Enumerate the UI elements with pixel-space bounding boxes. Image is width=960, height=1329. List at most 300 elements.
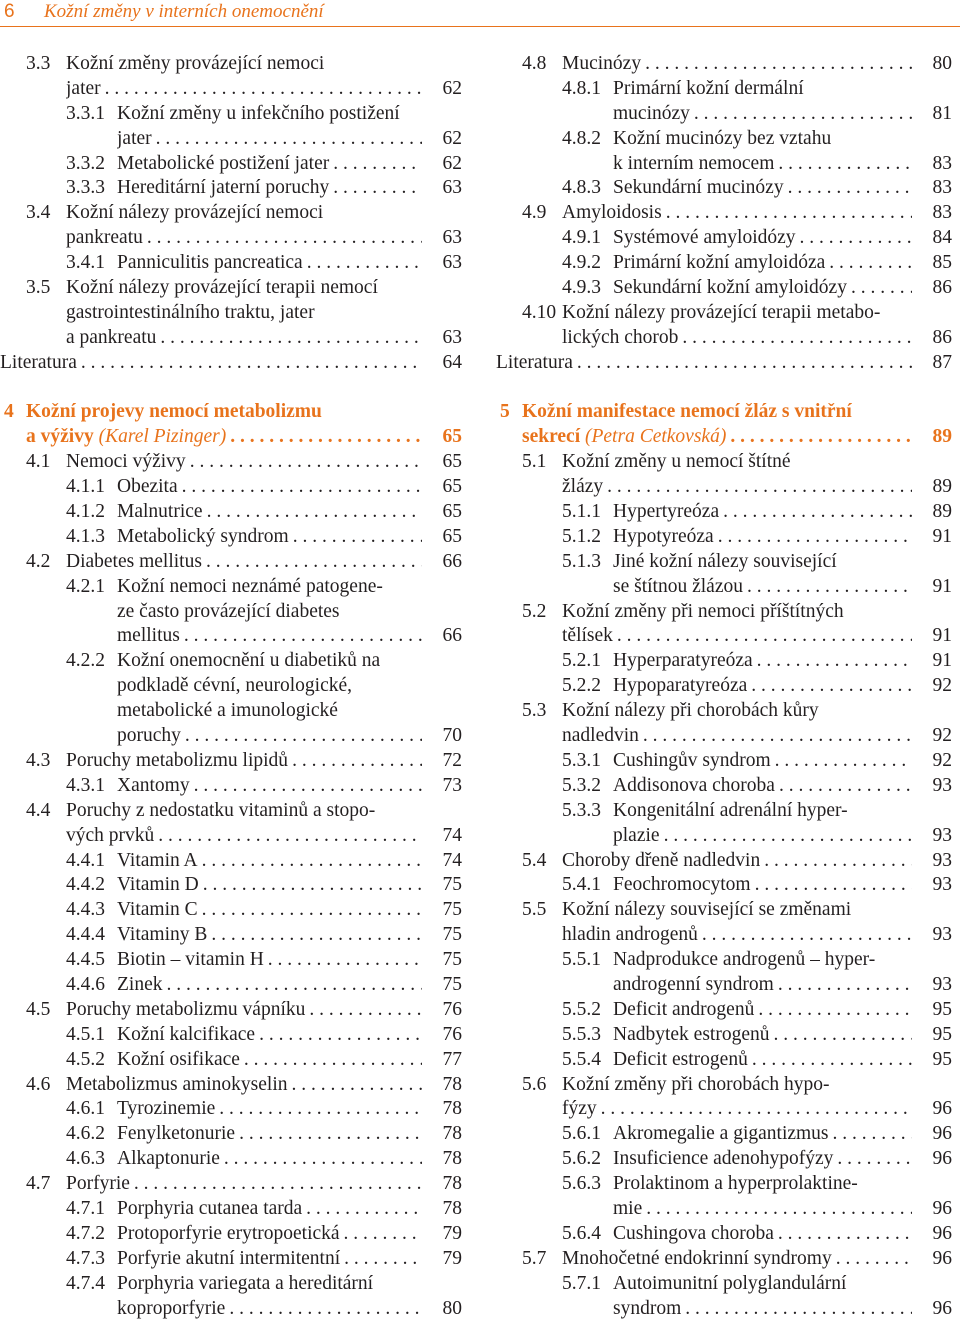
dot-leader [101,77,422,102]
dot-leader [760,849,912,874]
toc-page-number: 91 [932,650,952,672]
toc-page-number: 73 [442,774,462,796]
toc-entry-number: 3.3.1 [66,102,105,124]
dot-leader [130,1172,422,1197]
toc-page-number: 78 [442,1148,462,1170]
toc-entry-title [562,1097,597,1122]
chapter-author: (Petra Cetkovská) [580,426,727,448]
toc-entry[interactable] [496,724,952,749]
dot-leader [77,351,422,376]
toc-entry-title-text: Biotin – vitamin H [117,949,264,971]
toc-entry[interactable] [496,849,952,874]
toc-entry-number: 4.5.1 [66,1023,105,1045]
toc-entry-title [613,649,753,674]
dot-leader [198,898,422,923]
toc-entry[interactable] [496,1272,952,1297]
toc-entry-title-text: Kožní mucinózy bez vztahu [613,127,832,149]
toc-entry-title-text: Kožní nemoci neznámé patogene- [117,575,383,597]
toc-page-number: 62 [442,127,462,149]
toc-entry-number: 3.4.1 [66,252,105,274]
toc-entry[interactable] [496,351,952,376]
toc-entry-title-text: metabolické a imunologické [117,700,338,722]
toc-entry[interactable] [496,998,952,1023]
toc-entry-title [0,351,77,376]
toc-entry-title [26,425,226,450]
toc-page-number: 85 [932,252,952,274]
toc-entry-number: 5.6.3 [562,1173,601,1195]
toc-entry-title-text: Hypertyreóza [613,501,720,523]
toc-entry-title-text: Deficit estrogenů [613,1048,748,1070]
toc-entry-number: 5.6.2 [562,1148,601,1170]
toc-page-number: 63 [442,177,462,199]
dot-leader [186,450,422,475]
toc-entry[interactable] [0,724,462,749]
toc-entry-number: 3.3 [26,53,51,74]
toc-entry[interactable] [0,1097,462,1122]
toc-entry-title-text: Feochromocytom [613,874,751,896]
toc-entry-title-text: Mnohočetné endokrinní syndromy [562,1247,832,1269]
toc-entry[interactable] [496,1023,952,1048]
toc-entry[interactable] [496,500,952,525]
dot-leader [751,873,912,898]
toc-entry[interactable] [0,276,462,301]
toc-entry-title-text: sekrecí [522,426,581,448]
toc-entry[interactable] [496,774,952,799]
toc-entry[interactable] [0,898,462,923]
toc-page-number: 75 [442,899,462,921]
toc-entry[interactable] [496,251,952,276]
toc-entry[interactable] [0,127,462,152]
toc-entry[interactable] [0,226,462,251]
toc-entry-title-text: lických chorob [562,326,679,348]
toc-page-number: 92 [932,749,952,771]
toc-chapter-line[interactable] [496,425,952,450]
toc-entry[interactable] [496,649,952,674]
toc-entry[interactable] [496,1048,952,1073]
toc-entry-title [496,351,573,376]
toc-page-number: 91 [932,525,952,547]
toc-entry[interactable] [0,1147,462,1172]
toc-entry-number: 5.5.3 [562,1023,601,1045]
toc-entry[interactable] [496,948,952,973]
toc-entry[interactable] [0,1122,462,1147]
toc-entry[interactable] [0,824,462,849]
toc-column-left [0,52,462,1321]
toc-entry[interactable] [0,102,462,127]
toc-entry[interactable] [496,1197,952,1222]
toc-page-number: 66 [442,625,462,647]
toc-entry-number: 4.3.1 [66,774,105,796]
toc-entry-title [117,1272,373,1297]
toc-entry-title-text: vých prvků [66,824,155,846]
toc-entry[interactable] [496,1147,952,1172]
toc-entry[interactable] [0,500,462,525]
toc-entry-title [66,824,154,849]
toc-entry-number: 5.1 [522,451,547,473]
toc-page-number: 78 [442,1073,462,1095]
dot-leader [264,948,422,973]
dot-leader [198,849,422,874]
toc-entry[interactable] [0,301,462,326]
toc-entry[interactable] [496,475,952,500]
toc-entry-title [117,923,207,948]
toc-entry-title [117,102,400,127]
toc-entry[interactable] [0,649,462,674]
toc-entry[interactable] [496,1247,952,1272]
toc-entry[interactable] [0,624,462,649]
toc-entry[interactable] [0,774,462,799]
toc-entry-title-text: a pankreatu [66,326,157,348]
toc-entry-title-text: Poruchy metabolizmu lipidů [66,749,289,771]
toc-page-number: 92 [932,675,952,697]
toc-entry-title [562,201,662,226]
toc-entry[interactable] [496,52,952,77]
toc-entry[interactable] [496,127,952,152]
toc-entry-title [117,1023,255,1048]
toc-entry-number: 5.2 [522,600,547,622]
toc-page-number: 96 [932,1098,952,1120]
toc-entry-title [613,176,784,201]
toc-entry-title [26,400,322,425]
dot-leader [678,326,912,351]
toc-page-number: 95 [932,1048,952,1070]
toc-entry-title-text: Kožní manifestace nemocí žláz s vnitřní [522,401,852,423]
toc-entry[interactable] [0,550,462,575]
toc-entry-number: 5.3.3 [562,799,601,821]
toc-entry[interactable] [0,176,462,201]
toc-entry[interactable] [0,575,462,600]
toc-entry[interactable] [496,450,952,475]
toc-entry[interactable] [496,102,952,127]
toc-entry[interactable] [0,251,462,276]
page-number: 6 [4,1,15,22]
toc-entry-number: 5.2.1 [562,650,601,672]
toc-entry[interactable] [0,1023,462,1048]
toc-entry-title [613,1222,774,1247]
toc-page-number: 74 [442,824,462,846]
toc-page-number: 70 [442,725,462,747]
toc-page-number: 87 [932,351,952,373]
toc-entry[interactable] [0,849,462,874]
dot-leader [220,1147,422,1172]
toc-entry[interactable] [0,1222,462,1247]
toc-page-number: 63 [442,326,462,348]
toc-entry-title [66,998,305,1023]
toc-entry[interactable] [0,1197,462,1222]
toc-entry-number: 5.3.2 [562,774,601,796]
toc-entry-title-text: Addisonova choroba [613,774,775,796]
toc-entry-title [66,326,156,351]
dot-leader [603,475,912,500]
toc-entry[interactable] [496,674,952,699]
toc-entry-title-text: Insuficience adenohypofýzy [613,1148,834,1170]
toc-page-number: 72 [442,749,462,771]
toc-entry[interactable] [0,326,462,351]
toc-entry[interactable] [0,201,462,226]
toc-entry-title [613,824,660,849]
toc-entry[interactable] [0,749,462,774]
toc-entry-number: 5.5.4 [562,1048,601,1070]
toc-entry[interactable] [496,550,952,575]
toc-page-number: 92 [932,725,952,747]
toc-entry-title-text: Kožní onemocnění u diabetiků na [117,650,381,672]
toc-entry-title [613,674,747,699]
dot-leader [143,226,422,251]
toc-entry-title [613,998,754,1023]
toc-entry-title-text: jater [117,127,152,149]
toc-entry[interactable] [496,176,952,201]
dot-leader [784,176,912,201]
toc-entry[interactable] [0,77,462,102]
toc-entry-title [117,600,340,625]
toc-entry[interactable] [496,923,952,948]
dot-leader [829,1122,912,1147]
toc-page-number: 96 [932,1123,952,1145]
toc-entry[interactable] [0,1048,462,1073]
toc-entry[interactable] [0,351,462,376]
toc-page-number: 83 [932,202,952,224]
dot-leader [202,550,422,575]
toc-entry-title [117,127,152,152]
toc-entry[interactable] [0,923,462,948]
toc-entry-title [66,749,288,774]
toc-entry[interactable] [0,699,462,724]
dot-leader [240,1048,422,1073]
toc-entry[interactable] [496,749,952,774]
toc-entry[interactable] [496,77,952,102]
toc-entry[interactable] [0,525,462,550]
toc-entry-title-text: Amyloidosis [562,202,662,224]
dot-leader [771,749,912,774]
dot-leader [225,1297,422,1322]
dot-leader [613,624,912,649]
toc-entry[interactable] [0,674,462,699]
toc-entry-title-text: Metabolické postižení jater [117,152,330,174]
toc-entry[interactable] [0,873,462,898]
toc-entry-number: 5.5.1 [562,949,601,971]
toc-page-number: 91 [932,575,952,597]
toc-entry[interactable] [496,152,952,177]
dot-leader [770,1023,913,1048]
dot-leader [288,749,422,774]
toc-entry-number: 4.4.3 [66,899,105,921]
toc-entry[interactable] [496,1073,952,1098]
toc-entry-number: 5.1.2 [562,525,601,547]
dot-leader [690,102,912,127]
running-title: Kožní změny v interních onemocnění [44,1,324,22]
toc-page-number: 96 [932,1148,952,1170]
toc-entry-title-text: Fenylketonurie [117,1123,236,1145]
toc-entry-title [613,127,831,152]
toc-page-number: 96 [932,1247,952,1269]
toc-entry[interactable] [0,1297,462,1322]
toc-entry-number: 5.7 [522,1247,547,1269]
toc-entry[interactable] [0,799,462,824]
toc-entry[interactable] [496,1297,952,1322]
toc-entry-title [117,251,303,276]
toc-entry[interactable] [0,1172,462,1197]
toc-entry[interactable] [496,1097,952,1122]
toc-entry-title-text: Poruchy z nedostatku vitaminů a stopo- [66,799,376,821]
toc-page-number: 78 [442,1197,462,1219]
toc-entry-number: 4.5.2 [66,1048,105,1070]
toc-page-number: 93 [932,774,952,796]
toc-entry[interactable] [496,326,952,351]
toc-page-number: 91 [932,625,952,647]
toc-entry-title-text: Porphyria variegata a hereditární [117,1272,374,1294]
toc-entry[interactable] [496,226,952,251]
toc-entry[interactable] [496,699,952,724]
toc-entry-title-text: poruchy [117,725,181,747]
section-gap [496,376,952,401]
toc-entry-title-text: Metabolizmus aminokyselin [66,1073,288,1095]
toc-entry-title [66,226,143,251]
toc-page-number: 96 [932,1297,952,1319]
toc-entry-title [117,674,352,699]
toc-entry-title [117,898,198,923]
dot-leader [681,1297,912,1322]
toc-entry[interactable] [0,973,462,998]
toc-entry[interactable] [496,600,952,625]
toc-entry-title [66,1172,130,1197]
toc-page-number: 93 [932,874,952,896]
toc-entry[interactable] [496,1122,952,1147]
toc-entry[interactable] [0,450,462,475]
toc-entry[interactable] [0,152,462,177]
toc-entry-title-text: Choroby dřeně nadledvin [562,849,761,871]
toc-entry[interactable] [496,873,952,898]
toc-entry-title [562,1247,832,1272]
toc-page-number: 93 [932,973,952,995]
toc-entry-title [66,550,202,575]
toc-chapter-line[interactable] [496,400,952,425]
toc-entry[interactable] [496,276,952,301]
toc-entry-title-text: Kožní změny při chorobách hypo- [562,1073,830,1095]
toc-entry-number: 4.9 [522,202,547,224]
toc-entry-title [117,1122,235,1147]
toc-entry-title-text: Deficit androgenů [613,998,755,1020]
toc-entry[interactable] [496,624,952,649]
toc-entry-title-text: Diabetes mellitus [66,550,202,572]
toc-entry-number: 4.4 [26,799,51,821]
toc-entry[interactable] [496,799,952,824]
toc-entry-title-text: Hypoparatyreóza [613,675,748,697]
toc-entry[interactable] [496,973,952,998]
toc-entry-number: 4.2.2 [66,650,105,672]
toc-entry-title-text: Literatura [0,351,77,373]
toc-entry-number: 4.1.2 [66,501,105,523]
dot-leader [152,127,422,152]
toc-entry[interactable] [0,1073,462,1098]
toc-entry[interactable] [496,824,952,849]
dot-leader [289,525,422,550]
toc-entry-title [66,276,378,301]
toc-entry-title-text: Kožní nálezy provázející terapii metabo- [562,301,881,323]
toc-entry-title-text: Kožní nálezy při chorobách kůry [562,700,819,722]
toc-column-right [496,52,952,1321]
toc-entry[interactable] [0,1247,462,1272]
toc-entry[interactable] [0,948,462,973]
toc-entry-title [613,1272,846,1297]
toc-chapter-line[interactable] [0,400,462,425]
toc-entry[interactable] [496,301,952,326]
toc-entry-title-text: ze často provázející diabetes [117,600,340,622]
toc-entry[interactable] [496,1172,952,1197]
toc-entry-title [117,1097,215,1122]
toc-entry-title-text: se štítnou žlázou [613,575,743,597]
dot-leader [714,525,912,550]
toc-entry[interactable] [496,525,952,550]
toc-entry-number: 4.7.2 [66,1222,105,1244]
toc-entry-title [562,301,880,326]
dot-leader [743,575,912,600]
toc-entry[interactable] [0,1272,462,1297]
dot-leader [199,873,422,898]
toc-entry-title [562,326,678,351]
dot-leader [775,774,912,799]
toc-entry[interactable] [0,475,462,500]
dot-leader [305,998,422,1023]
toc-chapter-line[interactable] [0,425,462,450]
toc-page-number: 74 [442,849,462,871]
toc-entry-number: 5.4 [522,849,547,871]
toc-entry-number: 4.4.2 [66,874,105,896]
toc-entry[interactable] [496,575,952,600]
dot-leader [573,351,912,376]
toc-entry[interactable] [496,201,952,226]
toc-entry[interactable] [0,600,462,625]
toc-entry[interactable] [496,1222,952,1247]
toc-entry-title-text: Porphyria cutanea tarda [117,1197,303,1219]
toc-page-number: 77 [442,1048,462,1070]
toc-page-number: 96 [932,1222,952,1244]
dot-leader [203,500,422,525]
toc-entry-number: 4.4.1 [66,849,105,871]
toc-entry[interactable] [496,898,952,923]
dot-leader [753,649,912,674]
toc-entry-title [613,1122,829,1147]
toc-page-number: 81 [932,102,952,124]
toc-entry-title [613,1023,770,1048]
toc-entry-number: 4.9.1 [562,227,601,249]
toc-page-number: 65 [442,476,462,498]
toc-entry[interactable] [0,998,462,1023]
toc-page-number: 78 [442,1123,462,1145]
toc-entry-number: 4.8.1 [562,77,601,99]
toc-entry-title [562,724,639,749]
dot-leader [162,973,422,998]
toc-entry-number: 4.9.3 [562,277,601,299]
dot-leader [302,1197,422,1222]
toc-entry-title-text: Metabolický syndrom [117,525,289,547]
toc-entry-number: 4.5 [26,998,51,1020]
dot-leader [726,425,912,450]
toc-entry[interactable] [0,52,462,77]
toc-entry-title [613,873,751,898]
toc-entry-number: 4.1.1 [66,476,105,498]
dot-leader [641,52,912,77]
toc-entry-title [66,301,315,326]
dot-leader [774,152,912,177]
toc-entry-title-text: androgenní syndrom [613,973,774,995]
toc-entry-title [117,948,264,973]
toc-entry-title [117,500,203,525]
toc-page-number: 75 [442,973,462,995]
toc-entry-title-text: mucinózy [613,102,690,124]
toc-page-number: 89 [932,426,952,448]
toc-entry-title-text: Vitaminy B [117,924,208,946]
toc-entry-number: 4.1.3 [66,525,105,547]
